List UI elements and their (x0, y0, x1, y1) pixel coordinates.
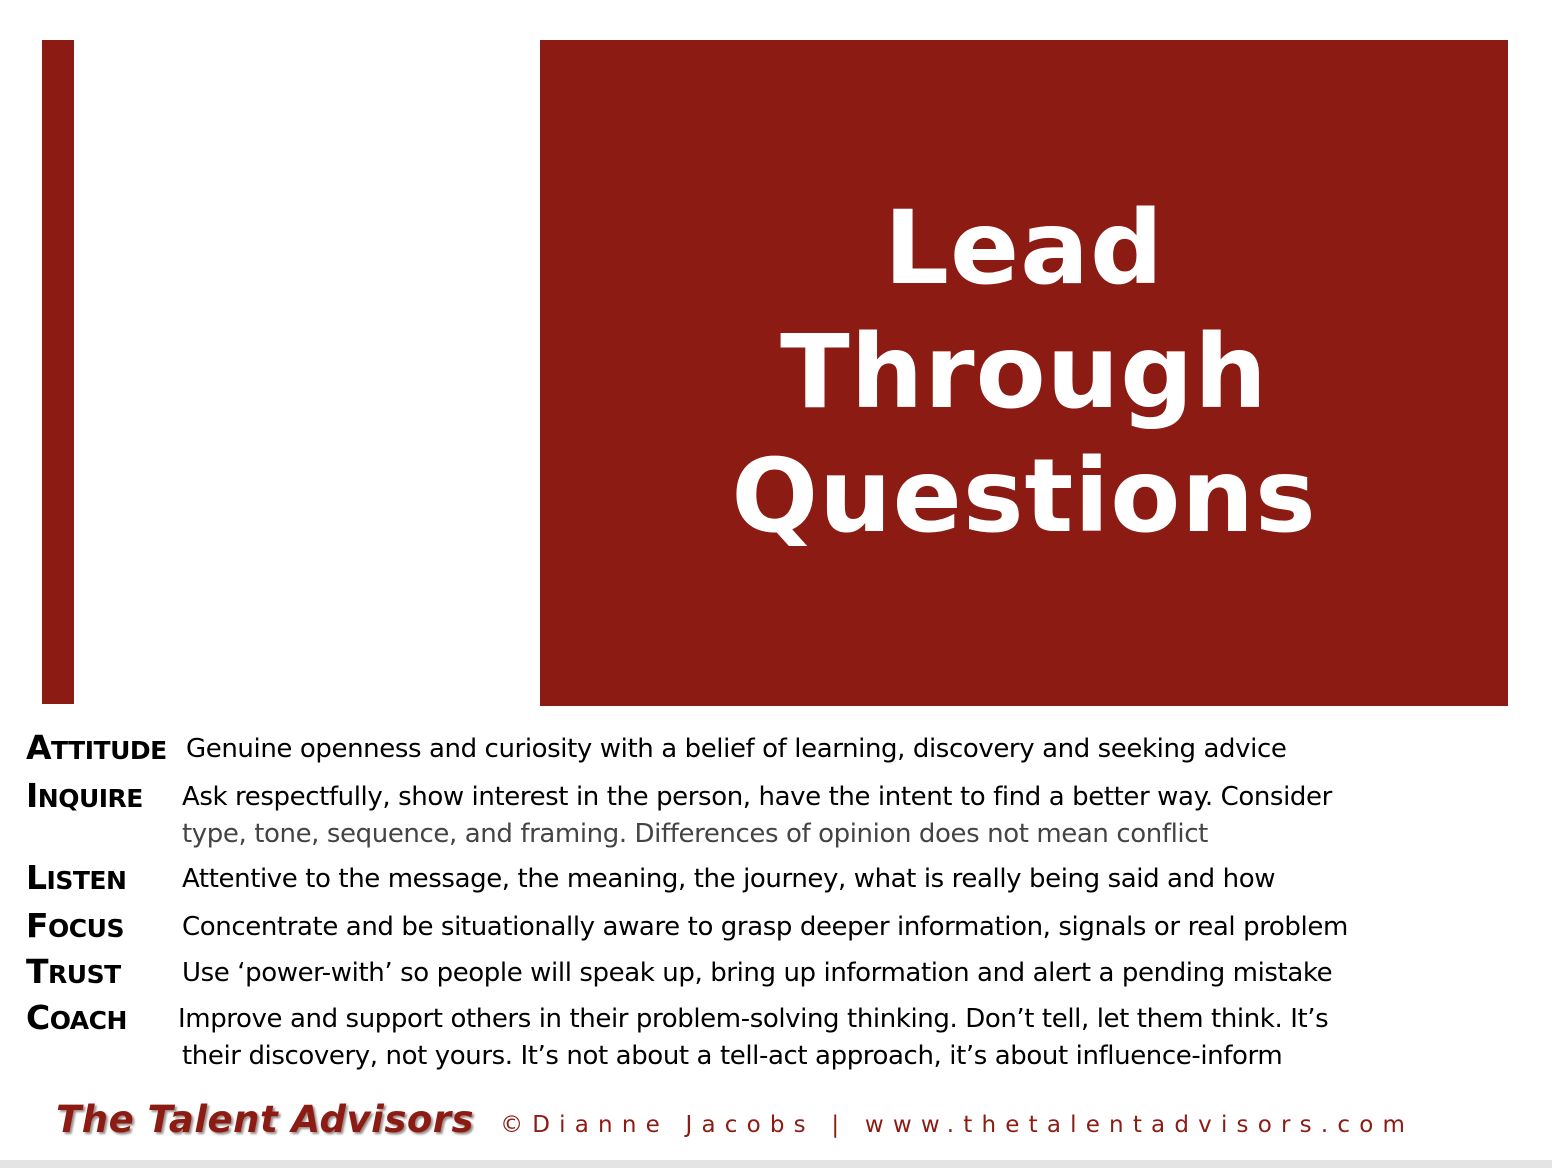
description-coach-line-1: Improve and support others in their problem-solving thinking. Don’t tell, let them think. It’s (178, 1004, 1329, 1034)
brand-logo-text: The Talent Advisors (56, 1098, 475, 1141)
term-coach (26, 1000, 176, 1039)
description-inquire (182, 779, 1332, 853)
description-focus-line-1: Concentrate and be situationally aware to grasp deeper information, signals or real problem (182, 912, 1348, 942)
description-coach-line-2: their discovery, not yours. It’s not about a tell-act approach, it’s about influence-inform (182, 1041, 1283, 1071)
term-focus-initial: F (26, 906, 49, 945)
term-coach-initial: C (26, 998, 50, 1037)
slide-title-line-2: Through (780, 313, 1268, 432)
slide-title-line-3: Questions (731, 437, 1317, 556)
term-listen-initial: L (26, 858, 47, 897)
description-trust-line-1: Use ‘power-with’ so people will speak up, bring up information and alert a pending mistake (182, 958, 1333, 988)
term-trust-initial: T (26, 952, 49, 991)
term-trust-rest: RUST (48, 960, 121, 989)
term-listen (26, 860, 176, 899)
term-inquire-rest: NQUIRE (37, 784, 143, 813)
footer (56, 1098, 1546, 1152)
description-listen-line-1: Attentive to the message, the meaning, the journey, what is really being said and how (182, 864, 1276, 894)
term-attitude (26, 730, 176, 769)
description-attitude-line-1: Genuine openness and curiosity with a belief of learning, discovery and seeking advice (186, 734, 1287, 764)
term-inquire-initial: I (26, 776, 38, 815)
term-inquire (26, 778, 176, 817)
copyright-and-website: ©Dianne Jacobs | www.thetalentadvisors.com (500, 1112, 1415, 1138)
term-coach-rest: OACH (49, 1006, 127, 1035)
term-attitude-initial: A (26, 728, 52, 767)
description-trust (182, 955, 1332, 992)
description-inquire-line-1: Ask respectfully, show interest in the person, have the intent to find a better way. Consider (182, 782, 1332, 812)
description-inquire-line-2: type, tone, sequence, and framing. Differences of opinion does not mean conflict (182, 819, 1208, 849)
title-panel (540, 40, 1508, 706)
description-listen (182, 861, 1275, 898)
term-focus-rest: OCUS (48, 914, 124, 943)
slide-title-line-1: Lead (883, 189, 1165, 308)
term-trust (26, 954, 176, 993)
description-focus (182, 909, 1348, 946)
description-coach (178, 1001, 1328, 1075)
term-attitude-rest: TTITUDE (51, 736, 167, 765)
description-attitude (186, 731, 1286, 768)
term-focus (26, 908, 176, 947)
slide-title (731, 187, 1316, 559)
bottom-divider (0, 1160, 1552, 1168)
left-accent-bar (42, 40, 74, 704)
term-listen-rest: ISTEN (46, 866, 127, 895)
